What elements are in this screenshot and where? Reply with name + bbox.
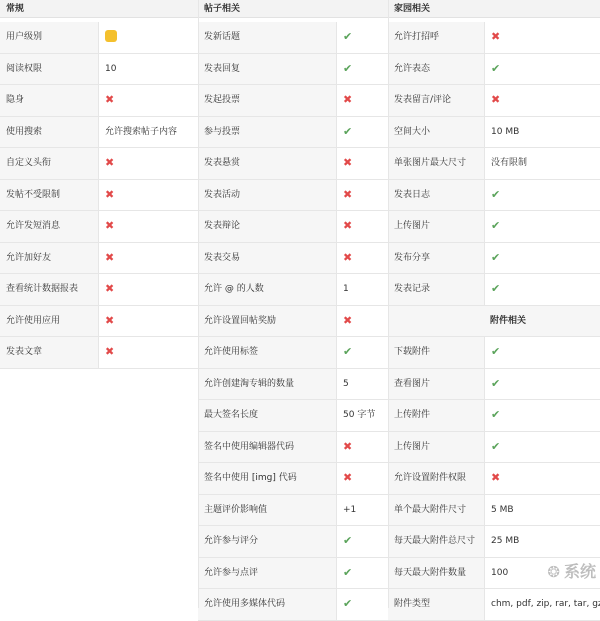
cross-icon: ✖ bbox=[105, 93, 114, 106]
permission-row bbox=[388, 54, 600, 86]
permission-label: 发表悬赏 bbox=[198, 148, 336, 179]
permission-label: 允许使用标签 bbox=[198, 337, 336, 368]
check-icon: ✔ bbox=[491, 345, 500, 358]
permission-value bbox=[484, 495, 600, 526]
permission-value-text: +1 bbox=[343, 505, 356, 515]
cross-icon: ✖ bbox=[343, 314, 352, 327]
permission-value bbox=[484, 117, 600, 148]
permission-value bbox=[484, 180, 600, 211]
permission-label: 允许加好友 bbox=[0, 243, 98, 274]
check-icon: ✔ bbox=[343, 125, 352, 138]
check-icon: ✔ bbox=[343, 30, 352, 43]
permission-value bbox=[484, 369, 600, 400]
permission-row bbox=[198, 369, 388, 401]
wechat-icon: ❂ bbox=[547, 563, 560, 581]
check-icon: ✔ bbox=[343, 345, 352, 358]
check-icon: ✔ bbox=[491, 282, 500, 295]
permission-row bbox=[388, 180, 600, 212]
permission-value bbox=[336, 337, 388, 368]
check-icon: ✔ bbox=[491, 251, 500, 264]
cross-icon: ✖ bbox=[105, 156, 114, 169]
permission-value-text: 10 MB bbox=[491, 127, 519, 137]
permission-label: 自定义头衔 bbox=[0, 148, 98, 179]
cross-icon: ✖ bbox=[343, 188, 352, 201]
permission-label: 发起投票 bbox=[198, 85, 336, 116]
permission-row bbox=[198, 337, 388, 369]
permission-value bbox=[336, 526, 388, 557]
permission-row bbox=[0, 148, 198, 180]
check-icon: ✔ bbox=[343, 597, 352, 610]
permission-value-text: 5 bbox=[343, 379, 349, 389]
permission-value-text: 允许搜索帖子内容 bbox=[105, 127, 177, 137]
permission-label: 查看统计数据报表 bbox=[0, 274, 98, 305]
permission-label: 参与投票 bbox=[198, 117, 336, 148]
permission-column bbox=[0, 0, 198, 608]
permission-label: 允许创建淘专辑的数量 bbox=[198, 369, 336, 400]
cross-icon: ✖ bbox=[491, 30, 500, 43]
permission-value-text: 25 MB bbox=[491, 536, 519, 546]
attachment-permission-row bbox=[388, 369, 600, 401]
watermark-text: 系统 bbox=[564, 562, 596, 581]
permission-value-text: 1 bbox=[343, 284, 349, 294]
permission-value bbox=[484, 274, 600, 305]
permission-value bbox=[336, 180, 388, 211]
check-icon: ✔ bbox=[491, 62, 500, 75]
permission-label: 发帖不受限制 bbox=[0, 180, 98, 211]
permission-row bbox=[198, 117, 388, 149]
permission-row bbox=[0, 85, 198, 117]
permission-row bbox=[198, 400, 388, 432]
permission-row bbox=[0, 274, 198, 306]
permission-label: 上传图片 bbox=[388, 211, 484, 242]
cross-icon: ✖ bbox=[105, 219, 114, 232]
permission-value bbox=[484, 589, 600, 620]
permission-label: 允许设置附件权限 bbox=[388, 463, 484, 494]
permission-value bbox=[98, 148, 198, 179]
check-icon: ✔ bbox=[491, 408, 500, 421]
permission-label: 允许发短消息 bbox=[0, 211, 98, 242]
permission-value bbox=[98, 211, 198, 242]
permission-label: 单张图片最大尺寸 bbox=[388, 148, 484, 179]
permission-label: 最大签名长度 bbox=[198, 400, 336, 431]
permission-label: 允许设置回帖奖励 bbox=[198, 306, 336, 337]
permission-value bbox=[98, 22, 198, 53]
permission-column bbox=[388, 0, 600, 608]
permission-value bbox=[336, 369, 388, 400]
permission-row bbox=[198, 558, 388, 590]
permission-value bbox=[98, 274, 198, 305]
section-header: 家园相关 bbox=[388, 0, 600, 18]
permission-row bbox=[388, 243, 600, 275]
permission-label: 空间大小 bbox=[388, 117, 484, 148]
cross-icon: ✖ bbox=[491, 93, 500, 106]
permission-row bbox=[198, 495, 388, 527]
permission-label: 发表回复 bbox=[198, 54, 336, 85]
permission-value bbox=[336, 306, 388, 337]
permission-value bbox=[484, 22, 600, 53]
permission-value bbox=[336, 495, 388, 526]
permission-value bbox=[484, 400, 600, 431]
cross-icon: ✖ bbox=[491, 471, 500, 484]
permission-value bbox=[336, 400, 388, 431]
permission-value bbox=[336, 22, 388, 53]
permission-value bbox=[336, 148, 388, 179]
attachment-permission-row bbox=[388, 526, 600, 558]
cross-icon: ✖ bbox=[343, 93, 352, 106]
check-icon: ✔ bbox=[491, 377, 500, 390]
permission-label: 发表记录 bbox=[388, 274, 484, 305]
permission-value bbox=[336, 54, 388, 85]
permission-value bbox=[484, 432, 600, 463]
permission-label: 允许打招呼 bbox=[388, 22, 484, 53]
permission-value bbox=[484, 337, 600, 368]
permission-value-text: 10 bbox=[105, 64, 116, 74]
permission-value bbox=[336, 243, 388, 274]
permission-value bbox=[336, 463, 388, 494]
permission-value bbox=[336, 589, 388, 620]
permission-value bbox=[336, 558, 388, 589]
permission-row bbox=[0, 22, 198, 54]
permission-label: 签名中使用 [img] 代码 bbox=[198, 463, 336, 494]
permission-value bbox=[484, 211, 600, 242]
cross-icon: ✖ bbox=[343, 156, 352, 169]
permission-label: 下载附件 bbox=[388, 337, 484, 368]
permission-row bbox=[0, 117, 198, 149]
permission-value-text: 5 MB bbox=[491, 505, 514, 515]
permission-value bbox=[484, 54, 600, 85]
check-icon: ✔ bbox=[343, 62, 352, 75]
permission-row bbox=[198, 589, 388, 621]
permission-row bbox=[388, 117, 600, 149]
permission-label: 允许参与评分 bbox=[198, 526, 336, 557]
cross-icon: ✖ bbox=[343, 440, 352, 453]
permission-value bbox=[336, 85, 388, 116]
permission-value bbox=[484, 85, 600, 116]
cross-icon: ✖ bbox=[105, 282, 114, 295]
permission-label: 上传图片 bbox=[388, 432, 484, 463]
permission-value bbox=[98, 243, 198, 274]
permission-value-text: 没有限制 bbox=[491, 158, 527, 168]
permission-row bbox=[388, 22, 600, 54]
cross-icon: ✖ bbox=[105, 345, 114, 358]
permission-label: 发表辩论 bbox=[198, 211, 336, 242]
permission-label: 查看图片 bbox=[388, 369, 484, 400]
permission-value bbox=[484, 148, 600, 179]
permission-value bbox=[484, 243, 600, 274]
permission-value bbox=[484, 463, 600, 494]
permission-row bbox=[198, 306, 388, 338]
permission-value bbox=[98, 337, 198, 368]
attachment-permission-row bbox=[388, 432, 600, 464]
permission-label: 阅读权限 bbox=[0, 54, 98, 85]
permission-label: 允许表态 bbox=[388, 54, 484, 85]
permission-label: 发新话题 bbox=[198, 22, 336, 53]
section-header: 帖子相关 bbox=[198, 0, 388, 18]
permission-row bbox=[198, 180, 388, 212]
permission-label: 发表日志 bbox=[388, 180, 484, 211]
cross-icon: ✖ bbox=[105, 188, 114, 201]
permission-row bbox=[198, 274, 388, 306]
subsection-header-row bbox=[388, 306, 600, 338]
check-icon: ✔ bbox=[491, 440, 500, 453]
permission-value bbox=[98, 54, 198, 85]
permission-row bbox=[198, 463, 388, 495]
attachment-permission-row bbox=[388, 463, 600, 495]
permission-label: 发表文章 bbox=[0, 337, 98, 368]
permission-row bbox=[388, 211, 600, 243]
permission-value bbox=[484, 526, 600, 557]
column-divider bbox=[198, 0, 199, 608]
check-icon: ✔ bbox=[343, 566, 352, 579]
permission-label: 签名中使用编辑器代码 bbox=[198, 432, 336, 463]
column-divider bbox=[388, 0, 389, 608]
permission-value bbox=[98, 85, 198, 116]
permission-row bbox=[0, 306, 198, 338]
permission-label: 允许使用应用 bbox=[0, 306, 98, 337]
permission-value-text: 50 字节 bbox=[343, 410, 375, 420]
permission-label: 允许使用多媒体代码 bbox=[198, 589, 336, 620]
permission-value bbox=[336, 211, 388, 242]
permission-label: 每天最大附件总尺寸 bbox=[388, 526, 484, 557]
permission-label: 单个最大附件尺寸 bbox=[388, 495, 484, 526]
permission-value bbox=[98, 117, 198, 148]
permission-row bbox=[0, 211, 198, 243]
cross-icon: ✖ bbox=[343, 251, 352, 264]
permission-label: 用户级别 bbox=[0, 22, 98, 53]
permission-row bbox=[0, 337, 198, 369]
permission-label: 发表活动 bbox=[198, 180, 336, 211]
permission-value bbox=[98, 306, 198, 337]
permission-label: 发表留言/评论 bbox=[388, 85, 484, 116]
attachment-permission-row bbox=[388, 400, 600, 432]
permission-row bbox=[198, 211, 388, 243]
permission-row bbox=[198, 22, 388, 54]
permission-value bbox=[336, 274, 388, 305]
permission-value bbox=[336, 117, 388, 148]
attachment-permission-row bbox=[388, 589, 600, 621]
permission-label: 上传附件 bbox=[388, 400, 484, 431]
subsection-header: 附件相关 bbox=[484, 306, 600, 337]
permission-label: 发布分享 bbox=[388, 243, 484, 274]
permission-label: 允许参与点评 bbox=[198, 558, 336, 589]
permission-row bbox=[0, 54, 198, 86]
permission-label: 使用搜索 bbox=[0, 117, 98, 148]
watermark bbox=[547, 559, 596, 582]
permission-label: 每天最大附件数量 bbox=[388, 558, 484, 589]
permission-row bbox=[198, 432, 388, 464]
permission-row bbox=[198, 85, 388, 117]
permission-row bbox=[388, 148, 600, 180]
section-header: 常规 bbox=[0, 0, 198, 18]
permission-label: 发表交易 bbox=[198, 243, 336, 274]
check-icon: ✔ bbox=[491, 219, 500, 232]
permission-row bbox=[198, 243, 388, 275]
permission-label: 允许 @ 的人数 bbox=[198, 274, 336, 305]
permission-value-text: 100 bbox=[491, 568, 508, 578]
permission-row bbox=[0, 180, 198, 212]
cross-icon: ✖ bbox=[343, 471, 352, 484]
cross-icon: ✖ bbox=[105, 251, 114, 264]
permission-row bbox=[198, 148, 388, 180]
check-icon: ✔ bbox=[343, 534, 352, 547]
cross-icon: ✖ bbox=[105, 314, 114, 327]
permission-row bbox=[0, 243, 198, 275]
cross-icon: ✖ bbox=[343, 219, 352, 232]
permission-label: 附件类型 bbox=[388, 589, 484, 620]
permission-value bbox=[336, 432, 388, 463]
permission-value-text: chm, pdf, zip, rar, tar, gz bbox=[491, 599, 600, 609]
attachment-permission-row bbox=[388, 337, 600, 369]
check-icon: ✔ bbox=[491, 188, 500, 201]
permission-label: 隐身 bbox=[0, 85, 98, 116]
user-level-badge-icon bbox=[105, 30, 117, 42]
permission-row bbox=[388, 274, 600, 306]
permission-column bbox=[198, 0, 388, 608]
attachment-permission-row bbox=[388, 495, 600, 527]
permission-label: 主题评价影响值 bbox=[198, 495, 336, 526]
permission-value bbox=[98, 180, 198, 211]
permission-row bbox=[388, 85, 600, 117]
permission-row bbox=[198, 526, 388, 558]
permission-row bbox=[198, 54, 388, 86]
